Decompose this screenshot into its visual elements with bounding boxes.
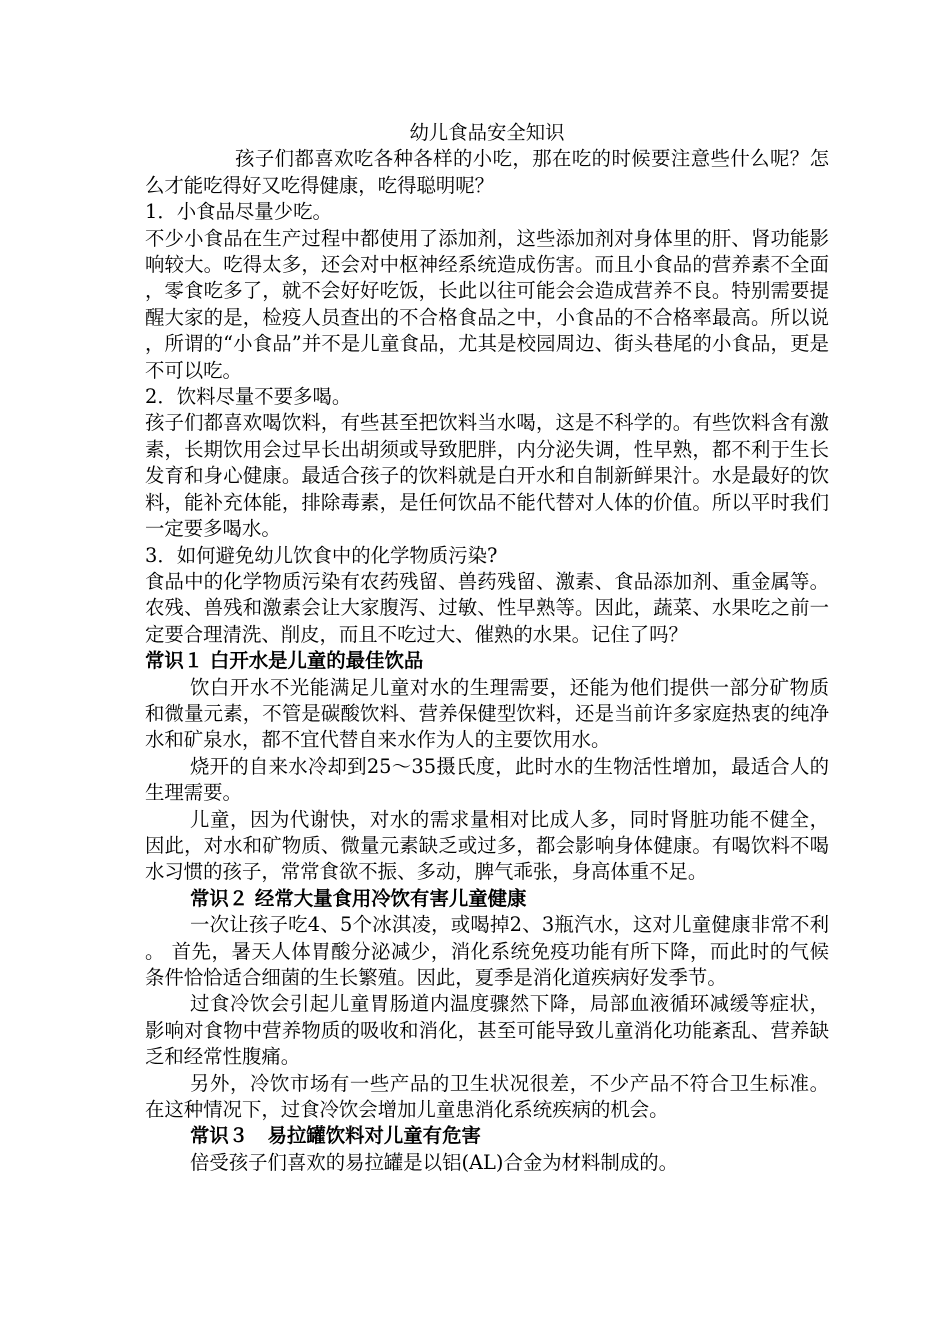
section-paragraph: 孩子们都喜欢喝饮料，有些甚至把饮料当水喝，这是不科学的。有些饮料含有激素，长期饮用会过早长出胡须或导致肥胖，内分泌失调，性早熟，都不利于生长发育和身心健康。最适合孩子的饮料就是白开水和自制新鲜果汁。水是最好的饮料，能补充体能，排除毒素，是任何饮品不能代替对人体的价值。所以平时我们一定要多喝水。 — [145, 411, 829, 541]
tip-paragraph: 倍受孩子们喜欢的易拉罐是以铝(AL)合金为材料制成的。 — [190, 1150, 678, 1174]
document-title: 幼儿食品安全知识 — [409, 121, 565, 144]
document-body — [145, 120, 829, 1176]
tip-paragraph: 饮白开水不光能满足儿童对水的生理需要，还能为他们提供一部分矿物质和微量元素，不管是碳酸饮料、营养保健型饮料，还是当前许多家庭热衷的纯净水和矿泉水，都不宜代替自来水作为人的主要饮用水。 — [145, 675, 829, 752]
tip-paragraph: 过食冷饮会引起儿童胃肠道内温度骤然下降，局部血液循环减缓等症状，影响对食物中营养物质的吸收和消化，甚至可能导致儿童消化功能紊乱、营养缺乏和经常性腹痛。 — [145, 992, 829, 1069]
tip-heading: 常识１ 白开水是儿童的最佳饮品 — [145, 649, 424, 673]
tip-paragraph: 儿童，因为代谢快，对水的需求量相对比成人多，同时肾脏功能不健全，因此，对水和矿物质、微量元素缺乏或过多，都会影响身体健康。有喝饮料不喝水习惯的孩子，常常食欲不振、多动，脾气乖张，身高体重不足。 — [145, 807, 829, 884]
section-paragraph: 食品中的化学物质污染有农药残留、兽药残留、激素、食品添加剂、重金属等。农残、兽残和激素会让大家腹泻、过敏、性早熟等。因此，蔬菜、水果吃之前一定要合理清洗、削皮，而且不吃过大、催熟的水果。记住了吗？ — [145, 569, 829, 646]
section-heading: 1．小食品尽量少吃。 — [145, 200, 332, 224]
tip-paragraph: 一次让孩子吃4、5个冰淇凌，或喝掉2、3瓶汽水，这对儿童健康非常不利。 首先，暑天人体胃酸分泌减少，消化系统免疫功能有所下降，而此时的气候条件恰恰适合细菌的生长繁殖。因此，夏季是消化道疾病好发季节。 — [145, 913, 829, 989]
tip-paragraph: 烧开的自来水冷却到25～35摄氏度，此时水的生物活性增加，最适合人的生理需要。 — [145, 754, 829, 805]
tip-heading: 常识２ 经常大量食用冷饮有害儿童健康 — [190, 886, 527, 910]
intro-paragraph: 孩子们都喜欢吃各种各样的小吃，那在吃的时候要注意些什么呢？怎么才能吃得好又吃得健康，吃得聪明呢？ — [145, 147, 829, 197]
section-heading: 3．如何避免幼儿饮食中的化学物质污染? — [145, 543, 498, 567]
section-paragraph: 不少小食品在生产过程中都使用了添加剂，这些添加剂对身体里的肝、肾功能影响较大。吃得太多，还会对中枢神经系统造成伤害。而且小食品的营养素不全面，零食吃多了，就不会好好吃饭，长此以往可能会会造成营养不良。特别需要提醒大家的是，检疫人员查出的不合格食品之中，小食品的不合格率最高。所以说，所谓的“小食品”并不是儿童食品，尤其是校园周边、街头巷尾的小食品，更是不可以吃。 — [145, 226, 829, 382]
section-heading: 2．饮料尽量不要多喝。 — [145, 385, 352, 409]
tip-paragraph: 另外，冷饮市场有一些产品的卫生状况很差，不少产品不符合卫生标准。在这种情况下，过食冷饮会增加儿童患消化系统疾病的机会。 — [145, 1071, 829, 1122]
tip-heading: 常识３ 易拉罐饮料对儿童有危害 — [190, 1124, 481, 1148]
